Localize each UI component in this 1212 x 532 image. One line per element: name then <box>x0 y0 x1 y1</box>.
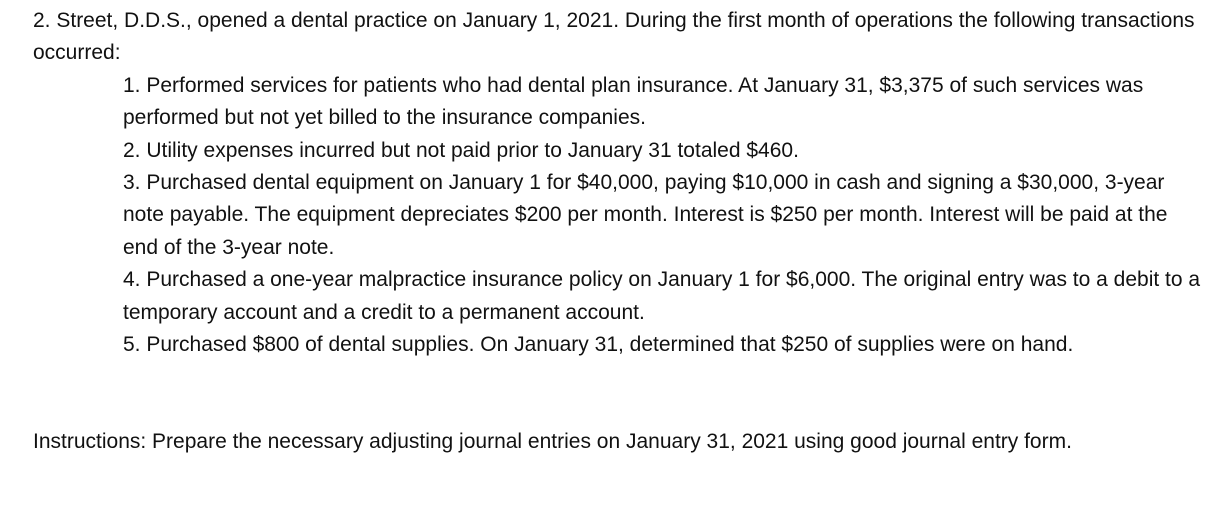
problem-intro: 2. Street, D.D.S., opened a dental practice on January 1, 2021. During the first month of operations the following transactions occurred: <box>33 9 1195 65</box>
transaction-item-1: 1. Performed services for patients who had dental plan insurance. At January 31, $3,375 of such services was performed but not yet billed to the insurance companies. <box>123 73 1144 130</box>
transaction-list <box>33 70 1203 362</box>
transaction-item-5: 5. Purchased $800 of dental supplies. On January 31, determined that $250 of supplies were on hand. <box>123 333 1074 357</box>
instructions-text: Instructions: Prepare the necessary adjusting journal entries on January 31, 2021 using good journal entry form. <box>33 430 1072 453</box>
transaction-item-2: 2. Utility expenses incurred but not paid prior to January 31 totaled $460. <box>123 138 799 162</box>
transaction-item-3: 3. Purchased dental equipment on January 1 for $40,000, paying $10,000 in cash and signing a $30,000, 3-year note payable. The equipment depreciates $200 per month. Interest is $250 per month. Interest will be paid at the end of the 3-year note. <box>123 171 1168 259</box>
transaction-item-4: 4. Purchased a one-year malpractice insurance policy on January 1 for $6,000. The original entry was to a debit to a temporary account and a credit to a permanent account. <box>123 268 1201 324</box>
problem-document <box>33 5 1203 453</box>
